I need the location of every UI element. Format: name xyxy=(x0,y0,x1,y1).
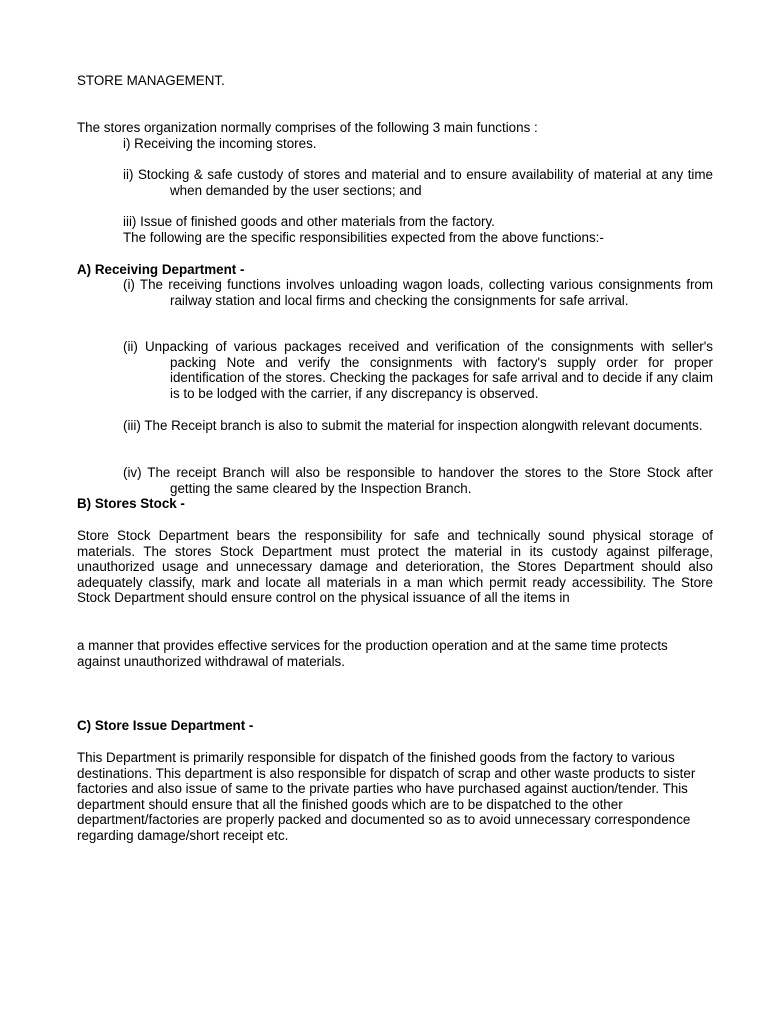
receiving-item-2: (ii) Unpacking of various packages received and verification of the consignments with seller's packing Note and verify the consignments with factory's supply order for proper identification of the stores. Checking the packages for safe arrival and to decide if any claim is to be lodged with the carrier, if any discrepancy is observed. xyxy=(123,339,713,401)
receiving-item-3: (iii) The Receipt branch is also to submit the material for inspection alongwith relevant documents. xyxy=(123,418,703,433)
section-heading-stores-stock: B) Stores Stock - xyxy=(77,496,185,511)
page-title: STORE MANAGEMENT. xyxy=(77,73,225,88)
responsibilities-intro: The following are the specific responsibilities expected from the above functions:- xyxy=(123,230,604,245)
section-heading-store-issue: C) Store Issue Department - xyxy=(77,718,254,733)
receiving-item-4: (iv) The receipt Branch will also be responsible to handover the stores to the Store Stock after getting the same cleared by the Inspection Branch. xyxy=(123,465,713,496)
store-issue-paragraph: This Department is primarily responsible for dispatch of the finished goods from the factory to various destinations. This department is also responsible for dispatch of scrap and other waste products to sister factories and also issue of same to the private parties who have purchased against auction/tender. This department should ensure that all the finished goods which are to be dispatched to the other department/factories are properly packed and documented so as to avoid unnecessary correspondence regarding damage/short receipt etc. xyxy=(77,750,696,843)
stores-stock-paragraph-1: Store Stock Department bears the responsibility for safe and technically sound physical storage of materials. The stores Stock Department must protect the material in its custody against pilferage, unauthorized usage and unnecessary damage and deterioration, the Stores Department should also adequately classify, mark and locate all materials in a man which permit ready accessibility. The Store Stock Department should ensure control on the physical issuance of all the items in xyxy=(77,528,713,606)
function-item-3: iii) Issue of finished goods and other materials from the factory. xyxy=(123,214,495,229)
receiving-item-1: (i) The receiving functions involves unloading wagon loads, collecting various consignments from railway station and local firms and checking the consignments for safe arrival. xyxy=(123,277,713,308)
function-item-1: i) Receiving the incoming stores. xyxy=(123,136,317,151)
intro-paragraph: The stores organization normally comprises of the following 3 main functions : xyxy=(77,120,538,135)
function-item-2: ii) Stocking & safe custody of stores and material and to ensure availability of material at any time when demanded by the user sections; and xyxy=(123,167,713,198)
stores-stock-paragraph-2: a manner that provides effective services for the production operation and at the same time protects against unauthorized withdrawal of materials. xyxy=(77,638,668,669)
section-heading-receiving: A) Receiving Department - xyxy=(77,262,245,277)
